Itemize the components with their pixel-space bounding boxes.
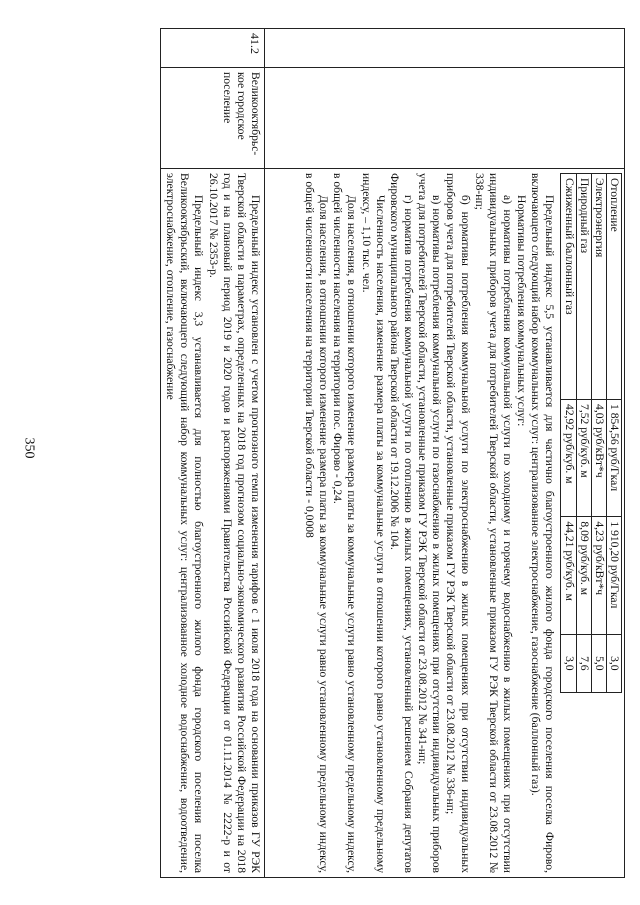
tariff-row [576,174,591,693]
tariff-old-cell: 4,03 руб/кВт*ч [591,400,606,517]
paragraph: Предельный индекс 5,5 устанавливается для частично благоустроенного жилого фонда городского поселения поселка Фирово, включающего следующий набор коммунальных услуг: централизованное электроснабжение, газоснабжение (баллонный газ). [529,173,557,873]
paragraph: б) нормативы потребления коммунальной услуги по электроснабжению в жилых помещениях при отсутствии индивидуальных приборов учета для потребителей Тверской области, установленные приказом ГУ РЭК Тверской области от 23.08.2012 № 336-нп; [444,173,472,873]
tariff-growth-cell: 3,0 [561,634,576,692]
tariff-service-cell: Электроэнергия [591,174,606,400]
tariff-service-cell: Природный газ [576,174,591,400]
rotated-page [50,28,625,878]
paragraph: а) нормативы потребления коммунальной услуги по холодному и горячему водоснабжению в жилых помещениях при отсутствии индивидуальных приборов учета для потребителей Тверской области, установленные приказом ГУ РЭК Тверской области от 23.08.2012 № 338-нп; [472,173,515,873]
tariff-old-cell: 42,92 руб/куб. м [561,400,576,517]
tariff-new-cell: 44,21 руб/куб. м [561,517,576,634]
paragraph: Предельный индекс 3,3 устанавливается для полностью благоустроенного жилого фонда городского поселения поселка Великооктябрьский, включающего следующий набор коммунальных услуг: централизованное холодное водоснабжение, водоотведение, электроснабжение, отопление, газоснабжение [164,173,206,873]
paragraph: Нормативы потребления коммунальных услуг: [515,195,529,427]
paragraph: Численность населения, изменение размера платы за коммунальные услуги в отношении которого равно установленному предельному индексу, – 1,10 тыс. чел. [359,173,387,873]
tariff-growth-cell: 5,0 [591,634,606,692]
tariff-old-cell: 7,52 руб/куб. м [576,400,591,517]
description-cell [161,169,265,878]
tariff-table [560,173,622,693]
paragraph: Предельный индекс установлен с учетом прогнозного темпа изменения тарифов с 1 июля 2018 года на основании приказов ГУ РЭК Тверской области в параметрах, определенных на 2018 год прогнозом социально-экономического развития Российской Федерации на 2018 год и на плановый период 2019 и 2020 годов и распоряжениями Правительства Российской Федерации от 01.11.2014 № 2222-р и от 26.10.2017 № 2353-р. [206,173,262,873]
tariff-growth-cell: 3,0 [606,634,621,692]
paragraph: Доля населения, в отношении которого изменение размера платы за коммунальные услуги равно установленному предельному индексу, в общей численности населения на территории пос. Фирово - 0,24. [331,173,359,873]
tariff-row [591,174,606,693]
tariff-service-cell: Отопление [606,174,621,400]
tariff-growth-cell: 7,6 [576,634,591,692]
row-number-cell: 41.2 [161,29,265,68]
table-row [161,29,265,878]
paragraph: г) норматив потребления коммунальной услуги по отоплению в жилых помещениях, установленный решением Собрания депутатов Фировского муниципального района Тверской области от 19.12.2006 № 104. [387,173,416,873]
tariff-service-cell: Сжиженный баллонный газ [561,174,576,400]
tariff-row [606,174,621,693]
tariff-new-cell: 8,09 руб/куб. м [576,517,591,634]
paragraph: Доля населения, в отношении которого изменение размера платы за коммунальные услуги равно установленному предельному индексу, в общей численности населения на территории Тверской области - 0,0008 [303,173,331,873]
paragraph: в) нормативы потребления коммунальной услуги по газоснабжению в жилых помещениях при отсутствии индивидуальных приборов учета для потребителей Тверской области, установленные приказом ГУ РЭК Тверской области от 23.08.2012 № 341-нп; [416,173,444,873]
tariff-row [561,174,576,693]
indices-table [160,28,625,878]
tariff-old-cell: 1 854,56 руб/Гкал [606,400,621,517]
page-number: 350 [21,437,37,459]
municipality-cell: Великооктябрьс-кое городское поселение [161,68,265,169]
tariff-new-cell: 1 910,20 руб/Гкал [606,517,621,634]
table-row [265,29,625,878]
tariff-new-cell: 4,23 руб/кВт*ч [591,517,606,634]
description-cell [265,169,625,878]
row-number-cell [265,29,625,68]
municipality-cell [265,68,625,169]
